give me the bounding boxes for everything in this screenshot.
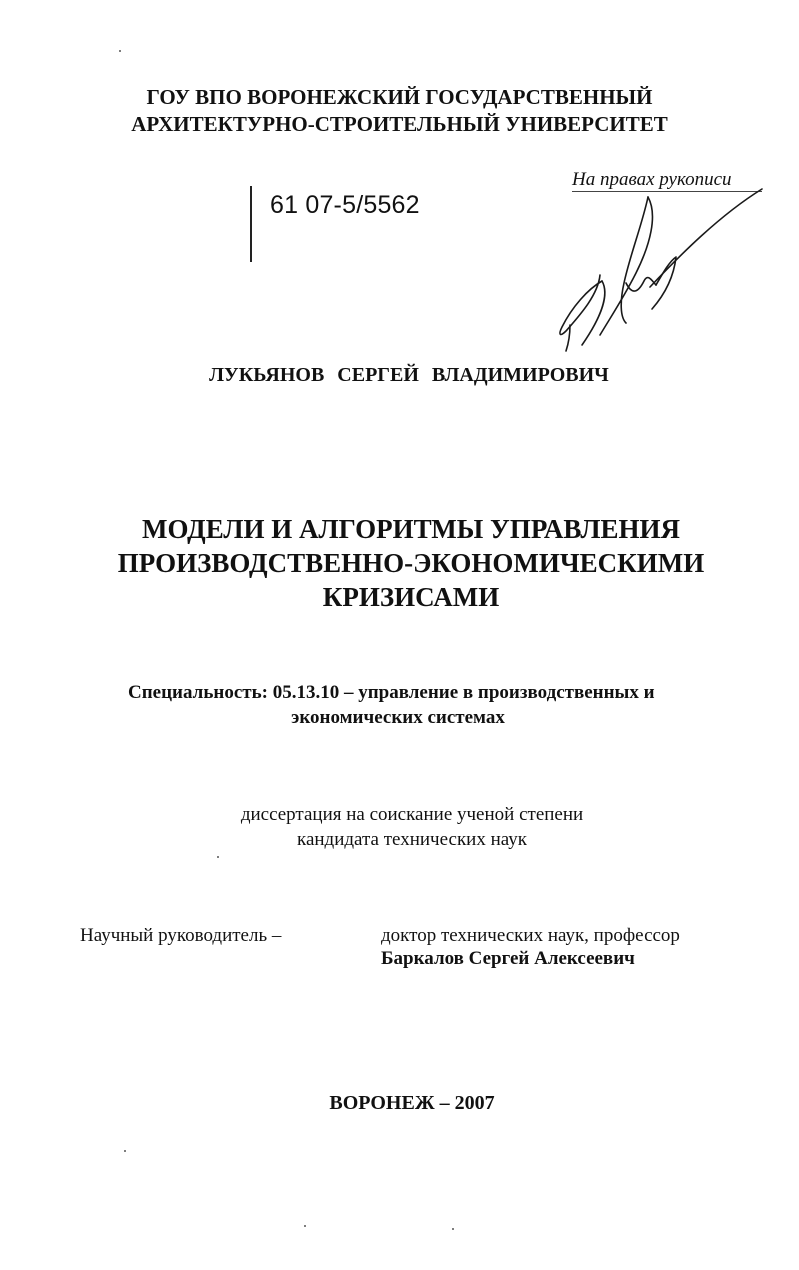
signature-stroke: [621, 197, 648, 323]
scan-speck: [119, 50, 121, 52]
title-line-3: КРИЗИСАМИ: [322, 582, 500, 612]
institution-line-2: АРХИТЕКТУРНО-СТРОИТЕЛЬНЫЙ УНИВЕРСИТЕТ: [131, 112, 668, 136]
dissertation-title: [0, 512, 799, 614]
signature-stroke: [560, 275, 602, 334]
stamp-bar: [250, 186, 252, 262]
specialty-line-1: Специальность: 05.13.10 – управление в производственных и: [128, 682, 655, 703]
institution-name: [0, 84, 799, 138]
author-name: ЛУКЬЯНОВ СЕРГЕЙ ВЛАДИМИРОВИЧ: [209, 364, 609, 386]
signature-stroke: [600, 197, 652, 335]
manuscript-note: На правах рукописи: [572, 169, 732, 190]
institution-line-1: ГОУ ВПО ВОРОНЕЖСКИЙ ГОСУДАРСТВЕННЫЙ: [146, 85, 653, 109]
specialty: [128, 680, 708, 730]
degree-line-2: кандидата технических наук: [297, 829, 527, 850]
advisor-label: Научный руководитель –: [80, 925, 282, 946]
scan-speck: [304, 1225, 306, 1227]
advisor-name: Баркалов Сергей Алексеевич: [381, 948, 635, 969]
advisor-rank: доктор технических наук, профессор: [381, 925, 680, 946]
scan-speck: [217, 856, 219, 858]
scan-speck: [124, 1150, 126, 1152]
degree-statement: [0, 802, 799, 852]
city-year: ВОРОНЕЖ – 2007: [329, 1092, 495, 1114]
degree-line-1: диссертация на соискание ученой степени: [240, 804, 584, 825]
handwritten-signature-icon: [540, 185, 770, 360]
signature-stroke: [582, 281, 605, 345]
title-line-2: ПРОИЗВОДСТВЕННО-ЭКОНОМИЧЕСКИМИ: [117, 548, 705, 578]
stamp-number: 61 07-5/5562: [270, 191, 420, 219]
specialty-line-2: экономических системах: [291, 707, 505, 728]
scan-speck: [452, 1228, 454, 1230]
title-line-1: МОДЕЛИ И АЛГОРИТМЫ УПРАВЛЕНИЯ: [142, 514, 680, 544]
signature-stroke: [650, 189, 762, 287]
